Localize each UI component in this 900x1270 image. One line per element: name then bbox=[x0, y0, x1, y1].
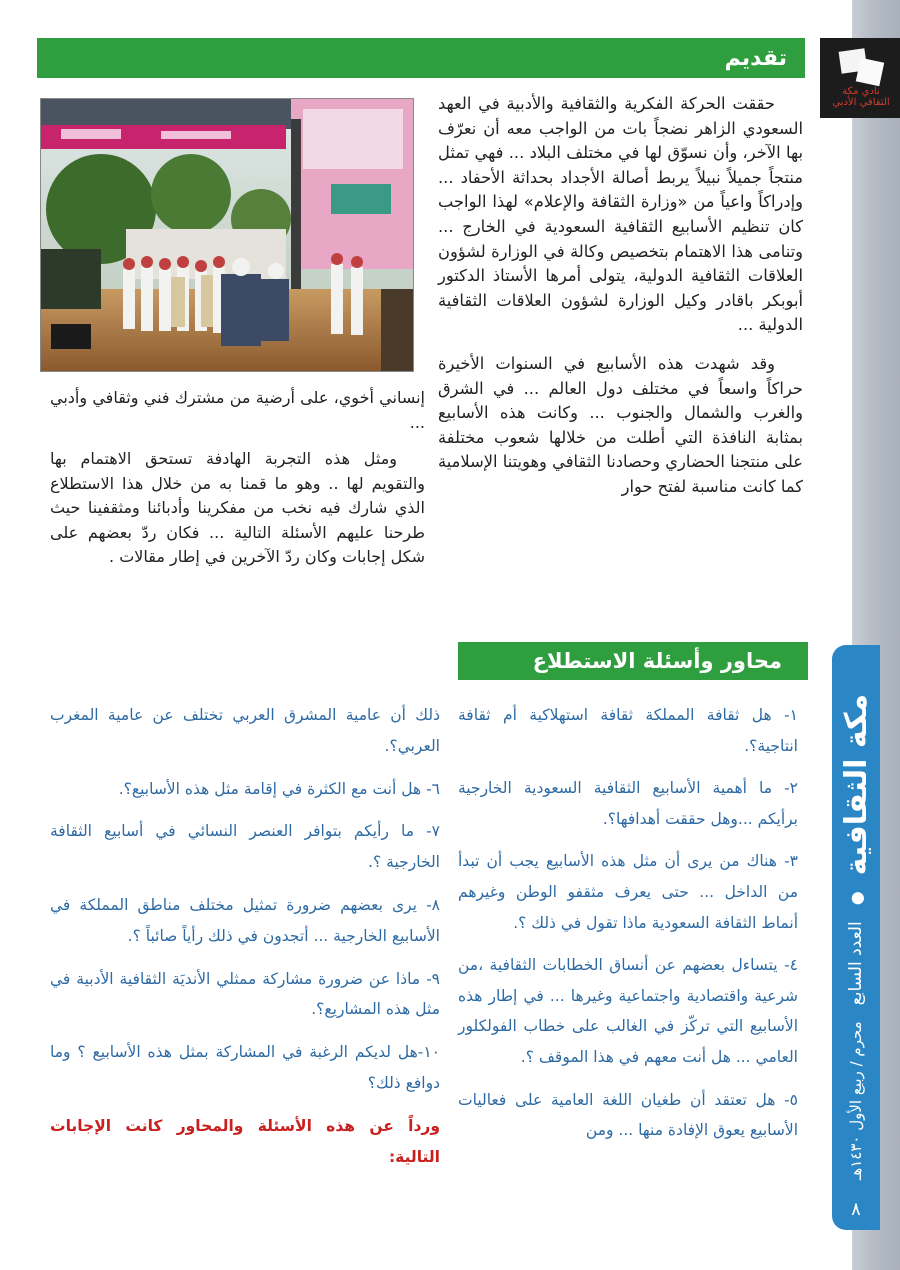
questions-title: محاور وأسئلة الاستطلاع bbox=[532, 649, 782, 673]
intro-paragraph: وقد شهدت هذه الأسابيع في السنوات الأخيرة حراكاً واسعاً في مختلف دول العالم ... في الشرق والغرب والشمال والجنوب ... وكانت هذه الأسابيع بمثابة النافذة التي أطلت من خلالها شعوب مختلفة على منتجنا الحضاري وحصادنا الثقافي وهويتنا الإسلامية كما كانت مناسبة لفتح حوار bbox=[438, 353, 803, 496]
intro-paragraph: حققت الحركة الفكرية والثقافية والأدبية في العهد السعودي الزاهر نضجاً بات من الواجب معه أن نعرّف بها الآخر، وأن نسوّق لها في مختلف البلاد ... فهي تمثل منتجاً جميلاً نبيلاً يربط أصالة الأجداد بحداثة الأحفاد ... وإدراكاً واعياً من «وزارة الثقافة والإعلام» لهذا الواجب كان تنظيم الأسابيع الثقافية السعودية في الخارج ... وتنامى هذا الاهتمام بتخصيص وكالة في الوزارة لشؤون العلاقات الثقافية الدولية، يتولى أمرها الأستاذ الدكتور أبوبكر باقادر وكيل الوزارة لشؤون العلاقات الثقافية الدولية ... bbox=[438, 94, 803, 335]
question-item: ذلك أن عامية المشرق العربي تختلف عن عامية المغرب العربي؟. bbox=[50, 706, 440, 755]
issue-date: محرم / ربيع الأول ١٤٣٠هـ bbox=[847, 1021, 865, 1181]
sidebar-vertical-text bbox=[836, 657, 876, 1217]
question-item: ٦- هل أنت مع الكثرة في إقامة مثل هذه الأسابيع؟. bbox=[118, 779, 440, 798]
question-item: ٤- يتساءل بعضهم عن أنساق الخطابات الثقافية ،من شرعية واقتصادية واجتماعية وغيرها ... في إطار هذه الأسابيع التي تركّز في الغالب على خطاب الفولكلور العامي ... هل أنت معهم في هذا الموقف ؟. bbox=[458, 956, 798, 1066]
section-title-banner bbox=[37, 38, 805, 78]
questions-column-right bbox=[458, 700, 798, 1158]
closing-line: ورداً عن هذه الأسئلة والمحاور كانت الإجابات التالية: bbox=[50, 1116, 440, 1166]
questions-column-left bbox=[50, 700, 440, 1184]
logo-tagline: نادي مكة الثقافي الأدبي bbox=[832, 86, 890, 108]
questions-banner bbox=[458, 642, 808, 680]
bullet-dot: ● bbox=[846, 891, 866, 906]
intro-column-left bbox=[50, 386, 425, 570]
question-item: ٧- ما رأيكم بتوافر العنصر النسائي في أسابيع الثقافة الخارجية ؟. bbox=[50, 822, 440, 872]
magazine-name: مكة الثقافية bbox=[838, 693, 874, 876]
club-logo bbox=[820, 38, 900, 118]
intro-column-right bbox=[438, 92, 803, 500]
question-item: ٥- هل تعتقد أن طغيان اللغة العامية على فعاليات الأسابيع يعوق الإفادة منها ... ومن bbox=[458, 1090, 798, 1140]
page-number: ٨ bbox=[851, 1199, 861, 1220]
question-item: ٩- ماذا عن ضرورة مشاركة ممثلي الأنديَة الثقافية الأدبية في مثل هذه المشاريع؟. bbox=[50, 969, 440, 1019]
question-item: ٢- ما أهمية الأسابيع الثقافية السعودية الخارجية برأيكم ...وهل حققت أهدافها؟. bbox=[458, 779, 798, 828]
intro-paragraph: إنساني أخوي، على أرضية من مشترك فني وثقافي وأدبي ... bbox=[50, 388, 425, 432]
event-photo bbox=[40, 98, 414, 372]
issue-number: العدد السابع bbox=[846, 921, 866, 1006]
question-item: ٣- هناك من يرى أن مثل هذه الأسابيع يجب أن تبدأ من الداخل ... حتى يعرف مثقفو الوطن وغيرهم أنماط الثقافة السعودية ماذا تقول في ذلك ؟. bbox=[458, 852, 798, 932]
magazine-sidebar bbox=[832, 645, 880, 1230]
intro-paragraph: ومثل هذه التجربة الهادفة تستحق الاهتمام بها والتقويم لها .. وهو ما قمنا به من خلال هذا الاستطلاع الذي شارك فيه نخب من مفكرينا وأدبائنا ومثقفينا حيث طرحنا عليهم الأسئلة التالية ... فكان ردّ بعضهم على شكل إجابات وكان ردّ الآخرين في إطار مقالات . bbox=[50, 449, 425, 566]
section-title: تقديم bbox=[724, 45, 787, 71]
question-item: ٨- يرى بعضهم ضرورة تمثيل مختلف مناطق المملكة في الأسابيع الخارجية ... أتجدون في ذلك رأياً صائباً ؟. bbox=[50, 895, 440, 945]
question-item: ١- هل ثقافة المملكة ثقافة استهلاكية أم ثقافة انتاجية؟. bbox=[458, 706, 798, 755]
question-item: ١٠-هل لديكم الرغبة في المشاركة بمثل هذه الأسابيع ؟ وما دوافع ذلك؟ bbox=[50, 1043, 440, 1092]
